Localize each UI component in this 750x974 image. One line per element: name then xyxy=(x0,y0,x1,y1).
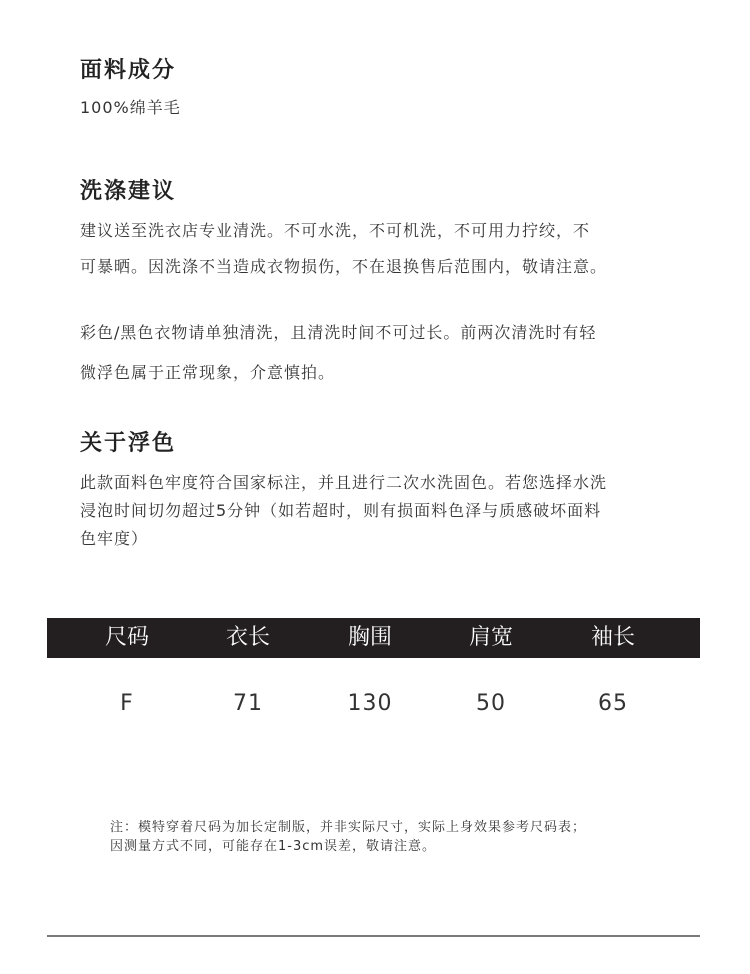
color-float-line1: 此款面料色牢度符合国家标注，并且进行二次水洗固色。若您选择水洗 xyxy=(80,473,608,492)
color-float-line3: 色牢度） xyxy=(80,529,149,548)
header-length: 衣长 xyxy=(225,625,270,650)
header-sleeve: 袖长 xyxy=(590,625,635,650)
washing-para1-line2: 可暴晒。因洗涤不当造成衣物损伤，不在退换售后范围内，敬请注意。 xyxy=(80,257,608,276)
fabric-section xyxy=(80,56,690,126)
bottom-divider xyxy=(47,935,700,937)
washing-section xyxy=(80,177,690,391)
header-shoulder: 肩宽 xyxy=(468,625,513,650)
note-line2: 因测量方式不同，可能存在1-3cm误差，敬请注意。 xyxy=(110,839,437,854)
color-float-line2: 浸泡时间切勿超过5分钟（如若超时，则有损面料色泽与质感破坏面料 xyxy=(80,501,602,520)
cell-sleeve: 65 xyxy=(598,691,628,716)
note-line1: 注：模特穿着尺码为加长定制版，并非实际尺寸，实际上身效果参考尺码表； xyxy=(110,820,587,835)
fabric-title: 面料成分 xyxy=(80,58,177,83)
washing-title: 洗涤建议 xyxy=(80,179,177,204)
cell-length: 71 xyxy=(233,691,263,716)
size-table-header xyxy=(47,618,700,658)
table-row xyxy=(47,684,700,724)
cell-chest: 130 xyxy=(347,691,393,716)
color-float-section xyxy=(80,429,690,553)
washing-para2-line1: 彩色/黑色衣物请单独清洗，且清洗时间不可过长。前两次清洗时有轻 xyxy=(80,323,597,342)
fabric-content: 100%绵羊毛 xyxy=(80,98,181,117)
washing-para2-line2: 微浮色属于正常现象，介意慎拍。 xyxy=(80,363,336,382)
color-float-title: 关于浮色 xyxy=(80,431,177,456)
size-note xyxy=(110,818,670,856)
header-size: 尺码 xyxy=(104,625,149,650)
cell-shoulder: 50 xyxy=(476,691,506,716)
cell-size: F xyxy=(120,691,134,716)
washing-para1-line1: 建议送至洗衣店专业清洗。不可水洗，不可机洗，不可用力拧绞，不 xyxy=(80,221,591,240)
header-chest: 胸围 xyxy=(347,625,392,650)
